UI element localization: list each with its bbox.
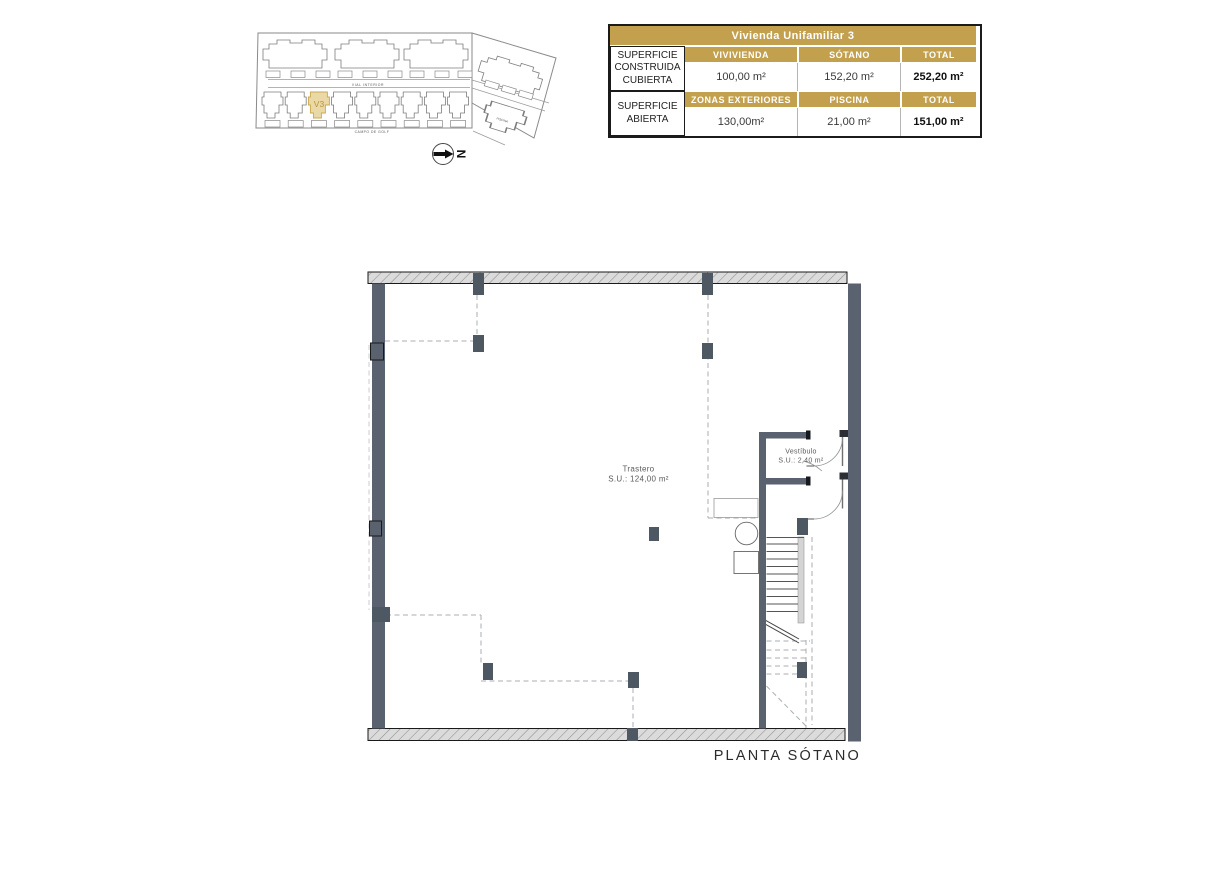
group-label-abierta: SUPERFICIE ABIERTA — [610, 91, 685, 136]
column — [473, 335, 484, 352]
fixture-square — [734, 552, 759, 574]
column — [649, 527, 659, 541]
column — [797, 662, 807, 678]
column — [702, 273, 713, 295]
table-title: Vivienda Unifamiliar 3 — [610, 26, 976, 46]
col-header: PISCINA — [797, 91, 900, 108]
site-plan-svg — [248, 26, 578, 176]
doors — [807, 430, 849, 519]
boiler-circle — [735, 522, 758, 545]
bottom-houses — [262, 92, 469, 118]
bottom-wall — [368, 729, 845, 741]
stair-break-line — [762, 618, 800, 643]
value-cell: 130,00m² — [685, 108, 797, 136]
floor-plan-svg — [360, 260, 870, 770]
counter — [714, 499, 758, 518]
value-cell: 21,00 m² — [797, 108, 900, 136]
column — [628, 672, 639, 688]
bottom-pads — [265, 121, 466, 128]
column — [797, 518, 808, 535]
stairs — [762, 537, 805, 643]
col-header: ZONAS EXTERIORES — [685, 91, 797, 108]
value-cell: 152,20 m² — [797, 63, 900, 91]
room-label-trastero: Trastero — [622, 464, 655, 474]
column — [702, 343, 713, 359]
room-area-vestibulo: S.U.: 2,40 m² — [778, 457, 824, 465]
golf-label: CAMPO DE GOLF — [354, 129, 390, 134]
col-header: TOTAL — [900, 91, 976, 108]
north-letter: N — [454, 149, 468, 159]
top-wall — [368, 272, 847, 284]
plan-caption: PLANTA SÓTANO — [713, 748, 861, 764]
top-pads — [266, 71, 472, 78]
col-header: SÓTANO — [797, 46, 900, 63]
col-header: VIVIVIENDA — [685, 46, 797, 63]
room-label-vestibulo: Vestíbulo — [785, 448, 817, 456]
col-header: TOTAL — [900, 46, 976, 63]
surface-summary-table — [608, 24, 982, 138]
door-hinge — [840, 473, 849, 480]
v3-label: V3 — [313, 99, 325, 109]
room-area-trastero: S.U.: 124,00 m² — [608, 474, 669, 484]
total-cell: 252,20 m² — [900, 63, 976, 91]
group-label-cubierta: SUPERFICIE CONSTRUIDA CUBIERTA — [610, 46, 685, 91]
column — [473, 273, 484, 295]
top-houses — [263, 40, 468, 68]
door-hinge — [840, 430, 849, 437]
north-arrow — [433, 144, 469, 165]
piscina-label: PISCINA — [495, 116, 509, 124]
right-wall — [848, 284, 861, 742]
column — [483, 663, 493, 680]
road-label: VIAL INTERIOR — [351, 82, 385, 87]
total-cell: 151,00 m² — [900, 108, 976, 136]
column — [627, 728, 638, 741]
value-cell: 100,00 m² — [685, 63, 797, 91]
wing-houses — [476, 52, 545, 137]
door-arc — [814, 491, 843, 520]
